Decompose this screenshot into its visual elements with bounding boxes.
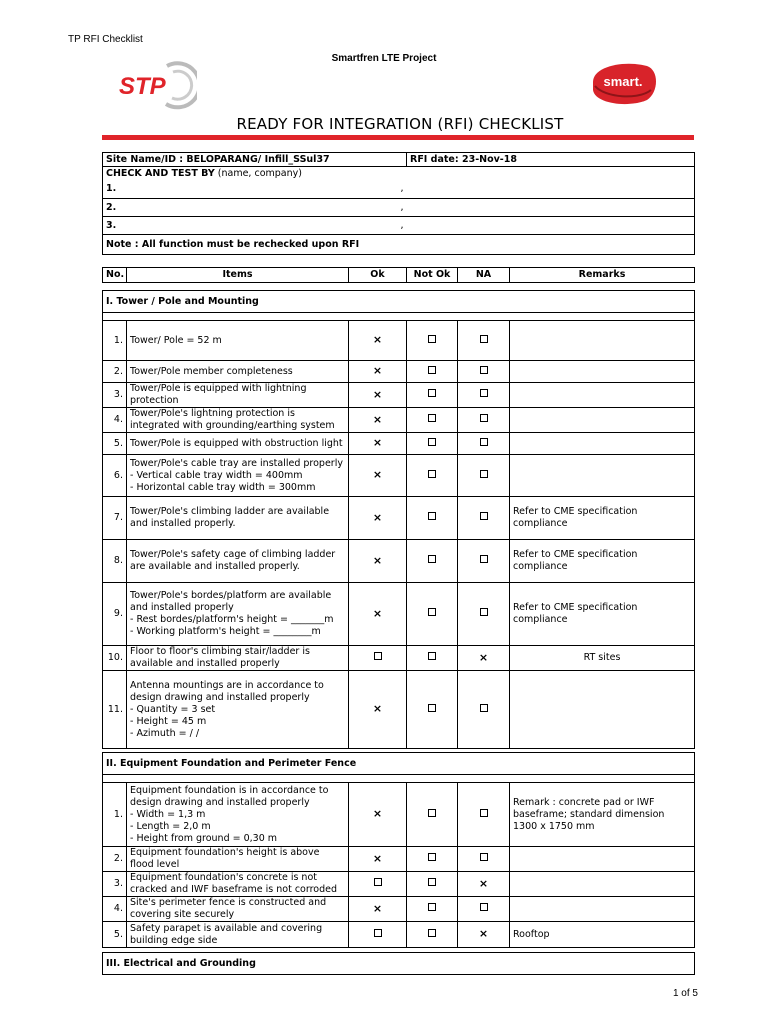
row-number: 5. [103,922,127,948]
row-item-text [127,455,349,497]
row-number: 10. [103,646,127,671]
section-1-table [102,290,695,749]
checklist-row [103,583,695,646]
col-no: No. [103,268,127,283]
empty-checkbox-icon [480,704,488,712]
stp-logo [117,60,197,110]
na-mark[interactable] [458,783,510,847]
checklist-row [103,361,695,383]
not-ok-mark[interactable] [407,408,458,433]
col-remarks: Remarks [510,268,695,283]
tester-row-2 [103,199,407,217]
row-remark [510,433,695,455]
row-remark: Refer to CME specification compliance [510,583,695,646]
checklist-row [103,383,695,408]
checked-x-icon: × [372,436,383,449]
empty-checkbox-icon [374,929,382,937]
project-title: Smartfren LTE Project [331,53,437,64]
na-mark[interactable] [458,383,510,408]
row-remark: RT sites [510,646,695,671]
na-mark[interactable] [458,872,510,897]
row-item-text: Site's perimeter fence is constructed and covering site securely [127,897,349,922]
item-line: - Quantity = 3 set [130,703,216,715]
na-mark[interactable] [458,583,510,646]
svg-text:smart.: smart. [603,74,643,89]
row-number: 1. [103,321,127,361]
not-ok-mark[interactable] [407,583,458,646]
row-item-text: Tower/Pole's climbing ladder are available and installed properly. [127,497,349,540]
row-item-text: Equipment foundation's concrete is not cracked and IWF baseframe is not corroded [127,872,349,897]
checklist-row [103,497,695,540]
site-name-label: Site Name/ID : [106,153,184,165]
empty-checkbox-icon [428,555,436,563]
checklist-row [103,872,695,897]
row-item-text [127,671,349,749]
empty-checkbox-icon [428,438,436,446]
empty-checkbox-icon [480,809,488,817]
empty-checkbox-icon [374,878,382,886]
site-name-cell [103,153,407,167]
not-ok-mark[interactable] [407,497,458,540]
document-label: TP RFI Checklist [68,34,143,45]
tester-row-3 [103,217,407,235]
row-number: 11. [103,671,127,749]
checked-x-icon: × [372,606,383,620]
col-items: Items [127,268,349,283]
checked-x-icon: × [372,553,383,567]
checklist-row [103,783,695,847]
row-remark: Rooftop [510,922,695,948]
checklist-row [103,321,695,361]
ok-mark[interactable] [349,872,407,897]
item-line: - Horizontal cable tray width = 300mm [130,481,316,493]
checked-x-icon: × [372,851,383,865]
empty-checkbox-icon [428,929,436,937]
na-mark[interactable] [458,433,510,455]
ok-mark[interactable] [349,671,407,749]
empty-checkbox-icon [480,608,488,616]
svg-text:STP: STP [119,73,166,100]
tester-row-1 [103,181,407,199]
spacer [103,313,695,321]
row-number: 9. [103,583,127,646]
site-name-value: BELOPARANG/ Infill_SSul37 [186,153,330,165]
checked-x-icon: × [372,412,383,426]
ok-mark[interactable] [349,897,407,922]
row-number: 3. [103,872,127,897]
checklist-row [103,646,695,671]
na-mark[interactable] [458,897,510,922]
item-line: - Width = 1,3 m [130,808,206,820]
na-mark[interactable] [458,408,510,433]
empty-checkbox-icon [428,704,436,712]
ok-mark[interactable] [349,321,407,361]
not-ok-mark[interactable] [407,646,458,671]
title-underline [102,135,694,140]
col-not-ok: Not Ok [407,268,458,283]
not-ok-mark[interactable] [407,847,458,872]
item-line: - Azimuth = / / [130,727,200,739]
na-mark[interactable] [458,671,510,749]
col-na: NA [458,268,510,283]
na-mark[interactable] [458,922,510,948]
checked-x-icon: × [372,510,383,524]
checklist-row [103,455,695,497]
empty-checkbox-icon [480,438,488,446]
na-mark[interactable] [458,321,510,361]
check-test-cell [103,167,695,181]
not-ok-mark[interactable] [407,872,458,897]
row-remark: Refer to CME specification compliance [510,540,695,583]
section-3-table [102,952,695,975]
checked-x-icon: × [478,927,489,940]
column-header-table [102,267,695,283]
row-item-text [127,783,349,847]
empty-checkbox-icon [480,853,488,861]
empty-checkbox-icon [480,414,488,422]
row-number: 8. [103,540,127,583]
ok-mark[interactable] [349,922,407,948]
empty-checkbox-icon [428,470,436,478]
ok-mark[interactable] [349,847,407,872]
row-item-text: Floor to floor's climbing stair/ladder is available and installed properly [127,646,349,671]
empty-checkbox-icon [480,470,488,478]
checked-x-icon: × [372,807,383,820]
col-ok: Ok [349,268,407,283]
ok-mark[interactable] [349,783,407,847]
empty-checkbox-icon [428,512,436,520]
row-remark [510,383,695,408]
empty-checkbox-icon [428,414,436,422]
ok-mark[interactable] [349,408,407,433]
empty-checkbox-icon [480,335,488,343]
row-remark: Remark : concrete pad or IWF baseframe; standard dimension 1300 x 1750 mm [510,783,695,847]
empty-checkbox-icon [428,335,436,343]
row-number: 3. [103,383,127,408]
section-title: I. Tower / Pole and Mounting [103,291,695,313]
not-ok-mark[interactable] [407,783,458,847]
empty-checkbox-icon [480,389,488,397]
page-title: READY FOR INTEGRATION (RFI) CHECKLIST [236,115,564,133]
row-item-text: Safety parapet is available and covering building edge side [127,922,349,948]
item-line: - Rest bordes/platform's height = _______m [130,614,334,625]
row-remark [510,408,695,433]
item-line: - Height = 45 m [130,715,207,727]
not-ok-mark[interactable] [407,897,458,922]
ok-mark[interactable] [349,497,407,540]
item-line: - Working platform's height = ________m [130,626,321,637]
checked-x-icon: × [372,468,383,481]
ok-mark[interactable] [349,455,407,497]
section-title: II. Equipment Foundation and Perimeter Fence [103,753,695,775]
row-item-text: Tower/Pole's lightning protection is integrated with grounding/earthing system [127,408,349,433]
na-mark[interactable] [458,847,510,872]
tester-comma-2: , [400,201,404,213]
item-line: - Height from ground = 0,30 m [130,832,278,844]
section-2-table [102,752,695,948]
empty-checkbox-icon [480,555,488,563]
row-item-text: Tower/Pole is equipped with lightning protection [127,383,349,408]
row-number: 2. [103,847,127,872]
section-title: III. Electrical and Grounding [103,953,695,975]
row-item-text [127,583,349,646]
checklist-row [103,671,695,749]
empty-checkbox-icon [428,608,436,616]
checklist-row [103,433,695,455]
checked-x-icon: × [372,702,383,715]
checked-x-icon: × [372,364,383,377]
item-line: Equipment foundation is in accordance to design drawing and installed properly [130,784,329,808]
tester-row-1-right [407,181,695,199]
tester-comma-1: , [400,183,404,195]
checklist-row [103,922,695,948]
na-mark[interactable] [458,646,510,671]
ok-mark[interactable] [349,583,407,646]
checklist-row [103,540,695,583]
tester-row-3-right [407,217,695,235]
checklist-row [103,897,695,922]
site-info-table [102,152,695,255]
not-ok-mark[interactable] [407,321,458,361]
row-item-text: Tower/Pole is equipped with obstruction light [127,433,349,455]
checked-x-icon: × [372,387,383,401]
not-ok-mark[interactable] [407,383,458,408]
empty-checkbox-icon [374,652,382,660]
row-number: 7. [103,497,127,540]
checked-x-icon: × [372,901,383,915]
row-item-text: Tower/Pole member completeness [127,361,349,383]
na-mark[interactable] [458,497,510,540]
row-item-text: Equipment foundation's height is above flood level [127,847,349,872]
checked-x-icon: × [478,650,489,664]
check-sub: (name, company) [217,167,302,179]
not-ok-mark[interactable] [407,922,458,948]
row-remark: Refer to CME specification compliance [510,497,695,540]
tester-no-1: 1. [106,183,117,195]
checked-x-icon: × [478,876,489,890]
not-ok-mark[interactable] [407,540,458,583]
row-remark [510,847,695,872]
row-number: 4. [103,897,127,922]
row-number: 6. [103,455,127,497]
na-mark[interactable] [458,455,510,497]
not-ok-mark[interactable] [407,433,458,455]
ok-mark[interactable] [349,383,407,408]
rfi-date-cell [407,153,695,167]
item-line: Tower/Pole's cable tray are installed properly [130,457,343,469]
rfi-date-value: 23-Nov-18 [461,153,517,165]
item-line: - Length = 2,0 m [130,820,211,832]
row-remark [510,872,695,897]
empty-checkbox-icon [480,512,488,520]
row-number: 1. [103,783,127,847]
row-remark [510,897,695,922]
empty-checkbox-icon [428,366,436,374]
not-ok-mark[interactable] [407,361,458,383]
smart-logo [585,60,660,108]
row-item-text: Tower/ Pole = 52 m [127,321,349,361]
rfi-date-label: RFI date: [410,153,459,165]
checklist-row [103,408,695,433]
empty-checkbox-icon [480,903,488,911]
empty-checkbox-icon [428,903,436,911]
row-number: 2. [103,361,127,383]
na-mark[interactable] [458,540,510,583]
empty-checkbox-icon [428,389,436,397]
ok-mark[interactable] [349,433,407,455]
empty-checkbox-icon [428,853,436,861]
not-ok-mark[interactable] [407,671,458,749]
empty-checkbox-icon [428,878,436,886]
na-mark[interactable] [458,361,510,383]
item-line: - Vertical cable tray width = 400mm [130,469,303,481]
row-remark [510,361,695,383]
tester-no-2: 2. [106,201,117,213]
checklist-row [103,847,695,872]
not-ok-mark[interactable] [407,455,458,497]
ok-mark[interactable] [349,646,407,671]
page-number: 1 of 5 [672,988,698,999]
spacer [103,775,695,783]
row-number: 5. [103,433,127,455]
tester-comma-3: , [400,219,404,231]
row-item-text: Tower/Pole's safety cage of climbing ladder are available and installed properly. [127,540,349,583]
row-number: 4. [103,408,127,433]
row-remark [510,321,695,361]
check-label: CHECK AND TEST BY [106,167,215,179]
item-line: Tower/Pole's bordes/platform are available and installed properly [130,590,332,613]
checked-x-icon: × [372,333,383,346]
empty-checkbox-icon [480,366,488,374]
note-cell: Note : All function must be rechecked upon RFI [103,235,695,255]
item-line: Antenna mountings are in accordance to design drawing and installed properly [130,679,324,703]
row-remark [510,671,695,749]
empty-checkbox-icon [428,809,436,817]
tester-no-3: 3. [106,219,117,231]
ok-mark[interactable] [349,540,407,583]
tester-row-2-right [407,199,695,217]
ok-mark[interactable] [349,361,407,383]
empty-checkbox-icon [428,652,436,660]
row-remark [510,455,695,497]
